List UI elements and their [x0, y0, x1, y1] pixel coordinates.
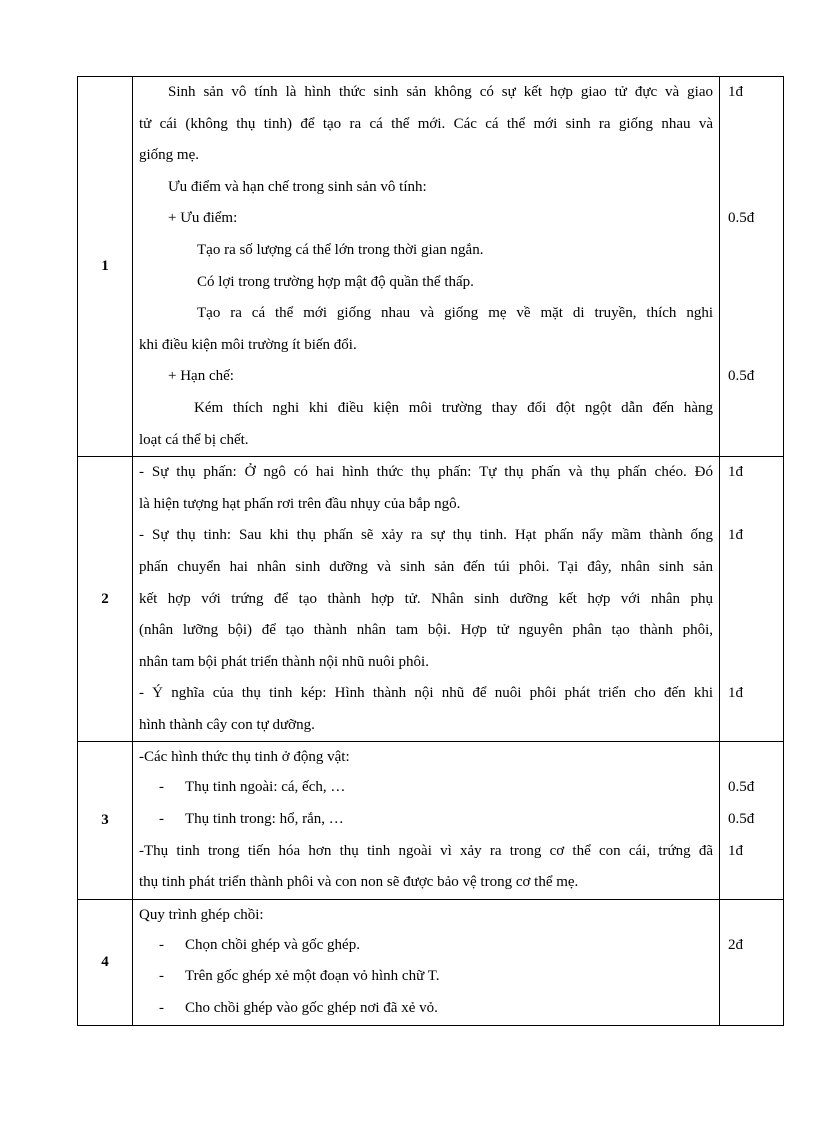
- score-cell: [720, 77, 784, 457]
- dash-bullet: -: [159, 779, 164, 796]
- answer-content: [133, 77, 720, 457]
- text-line: - Ý nghĩa của thụ tinh kép: Hình thành nội nhũ để nuôi phôi phát triển cho đến khi: [139, 685, 713, 702]
- dash-bullet: -: [159, 968, 164, 985]
- score: 1đ: [728, 84, 743, 100]
- question-number: 1: [78, 77, 133, 457]
- bullet-text: Trên gốc ghép xẻ một đoạn vỏ hình chữ T.: [185, 968, 440, 985]
- dash-bullet: -: [159, 936, 164, 953]
- text-line: Ưu điểm và hạn chế trong sinh sản vô tính:: [168, 178, 427, 195]
- score-cell: [720, 457, 784, 742]
- bullet-item: [139, 772, 713, 804]
- bullet-text: Thụ tinh trong: hổ, rắn, …: [185, 811, 344, 828]
- text-line: - Sự thụ phấn: Ở ngô có hai hình thức thụ phấn: Tự thụ phấn và thụ phấn chéo. Đó: [139, 464, 713, 481]
- text-line: là hiện tượng hạt phấn rơi trên đầu nhụy của bắp ngô.: [139, 495, 461, 512]
- table-row: [78, 77, 784, 457]
- text-line: Tạo ra cá thể mới giống nhau và giống mẹ về mặt di truyền, thích nghi: [197, 305, 713, 322]
- text-line: tử cái (không thụ tinh) để tạo ra cá thể mới. Các cá thể mới sinh ra giống nhau và: [139, 115, 713, 132]
- bullet-text: Chọn chồi ghép và gốc ghép.: [185, 936, 360, 953]
- text-line: -Thụ tinh trong tiến hóa hơn thụ tinh ngoài vì xảy ra trong cơ thể con cái, trứng đã: [139, 842, 713, 859]
- text-line: giống mẹ.: [139, 147, 199, 164]
- text-line: Kém thích nghi khi điều kiện môi trường thay đổi đột ngột dẫn đến hàng: [194, 399, 713, 416]
- text-line: hình thành cây con tự dưỡng.: [139, 716, 315, 733]
- text-line: Sinh sản vô tính là hình thức sinh sản không có sự kết hợp giao tử đực và giao: [168, 84, 713, 100]
- bullet-item: [139, 804, 713, 836]
- text-line: khi điều kiện môi trường ít biến đổi.: [139, 336, 357, 353]
- text-line: + Ưu điểm:: [168, 210, 238, 227]
- score: 0.5đ: [728, 368, 755, 385]
- score: 1đ: [728, 842, 743, 859]
- answer-content: [133, 457, 720, 742]
- answer-key-table: [77, 76, 784, 1026]
- text-line: Tạo ra số lượng cá thể lớn trong thời gian ngắn.: [197, 241, 484, 258]
- text-line: kết hợp với trứng để tạo thành hợp tử. Nhân sinh dưỡng kết hợp với nhân phụ: [139, 590, 713, 607]
- score: 0.5đ: [728, 779, 755, 796]
- answer-content: [133, 899, 720, 1025]
- table-row: [78, 457, 784, 742]
- bullet-item: [139, 930, 713, 962]
- table-row: [78, 742, 784, 899]
- question-number: 2: [78, 457, 133, 742]
- score: 0.5đ: [728, 811, 755, 828]
- text-line: + Hạn chế:: [168, 368, 234, 385]
- score: 1đ: [728, 464, 743, 481]
- score-cell: [720, 742, 784, 899]
- answer-content: [133, 742, 720, 899]
- text-line: (nhân lưỡng bội) để tạo thành nhân tam bội. Hợp tử nguyên phân tạo thành phôi,: [139, 622, 713, 639]
- dash-bullet: -: [159, 811, 164, 828]
- text-line: Có lợi trong trường hợp mật độ quần thể thấp.: [197, 273, 474, 290]
- score: 2đ: [728, 936, 743, 953]
- bullet-text: Cho chồi ghép vào gốc ghép nơi đã xẻ vỏ.: [185, 1000, 438, 1017]
- bullet-item: [139, 961, 713, 993]
- text-line: loạt cá thể bị chết.: [139, 431, 249, 448]
- dash-bullet: -: [159, 1000, 164, 1017]
- table-row: [78, 899, 784, 1025]
- text-line: nhân tam bội phát triển thành nội nhũ nuôi phôi.: [139, 653, 429, 670]
- text-line: -Các hình thức thụ tinh ở động vật:: [139, 749, 350, 766]
- score: 1đ: [728, 685, 743, 702]
- score: 1đ: [728, 527, 743, 544]
- text-line: Quy trình ghép chồi:: [139, 906, 264, 923]
- bullet-text: Thụ tinh ngoài: cá, ếch, …: [185, 779, 346, 796]
- text-line: phấn chuyển hai nhân sinh dưỡng và sinh sản đến túi phôi. Tại đây, nhân sinh sản: [139, 558, 713, 575]
- question-number: 3: [78, 742, 133, 899]
- text-line: thụ tinh phát triển thành phôi và con non sẽ được bảo vệ trong cơ thể mẹ.: [139, 874, 579, 891]
- bullet-item: [139, 993, 713, 1025]
- question-number: 4: [78, 899, 133, 1025]
- text-line: - Sự thụ tinh: Sau khi thụ phấn sẽ xảy ra sự thụ tinh. Hạt phấn nẩy mầm thành ống: [139, 527, 713, 544]
- score: 0.5đ: [728, 210, 755, 227]
- score-cell: [720, 899, 784, 1025]
